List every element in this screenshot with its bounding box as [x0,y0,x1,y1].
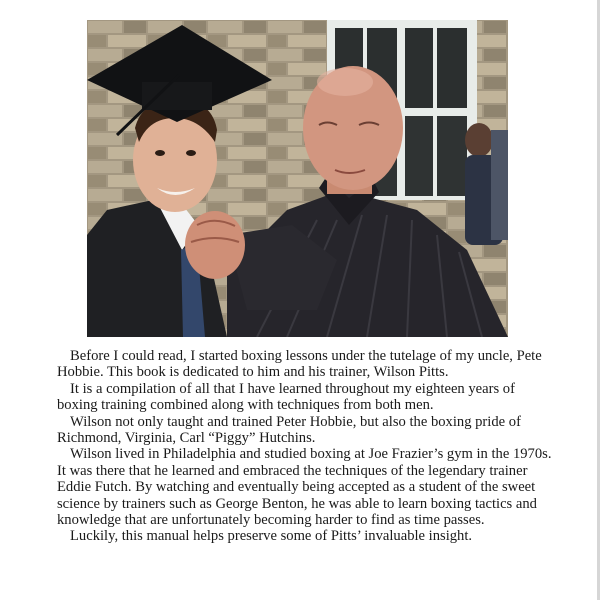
dedication-text [57,348,557,545]
paragraph-2: It is a compilation of all that I have learned throughout my eighteen years of boxing training combined along with techniques from both men. [57,380,515,414]
paragraph-4: Wilson lived in Philadelphia and studied boxing at Joe Frazier’s gym in the 1970s. It was there that he learned and embraced the techniques of the legendary trainer Eddie Futch. By watching and eventually being accepted as a student of the sweet science by trainers such as George Benton, he was able to learn boxing tactics and knowledge that are unfortunately becoming harder to find as time passes. [57,446,552,529]
photo-graduate-and-trainer [87,20,508,337]
paragraph-3: Wilson not only taught and trained Peter Hobbie, but also the boxing pride of Richmond, Virginia, Carl “Piggy” Hutchins. [57,413,521,447]
paragraph-1: Before I could read, I started boxing lessons under the tutelage of my uncle, Pete Hobbie. This book is dedicated to him and his trainer, Wilson Pitts. [57,348,542,381]
paragraph-5: Luckily, this manual helps preserve some of Pitts’ invaluable insight. [70,528,473,545]
